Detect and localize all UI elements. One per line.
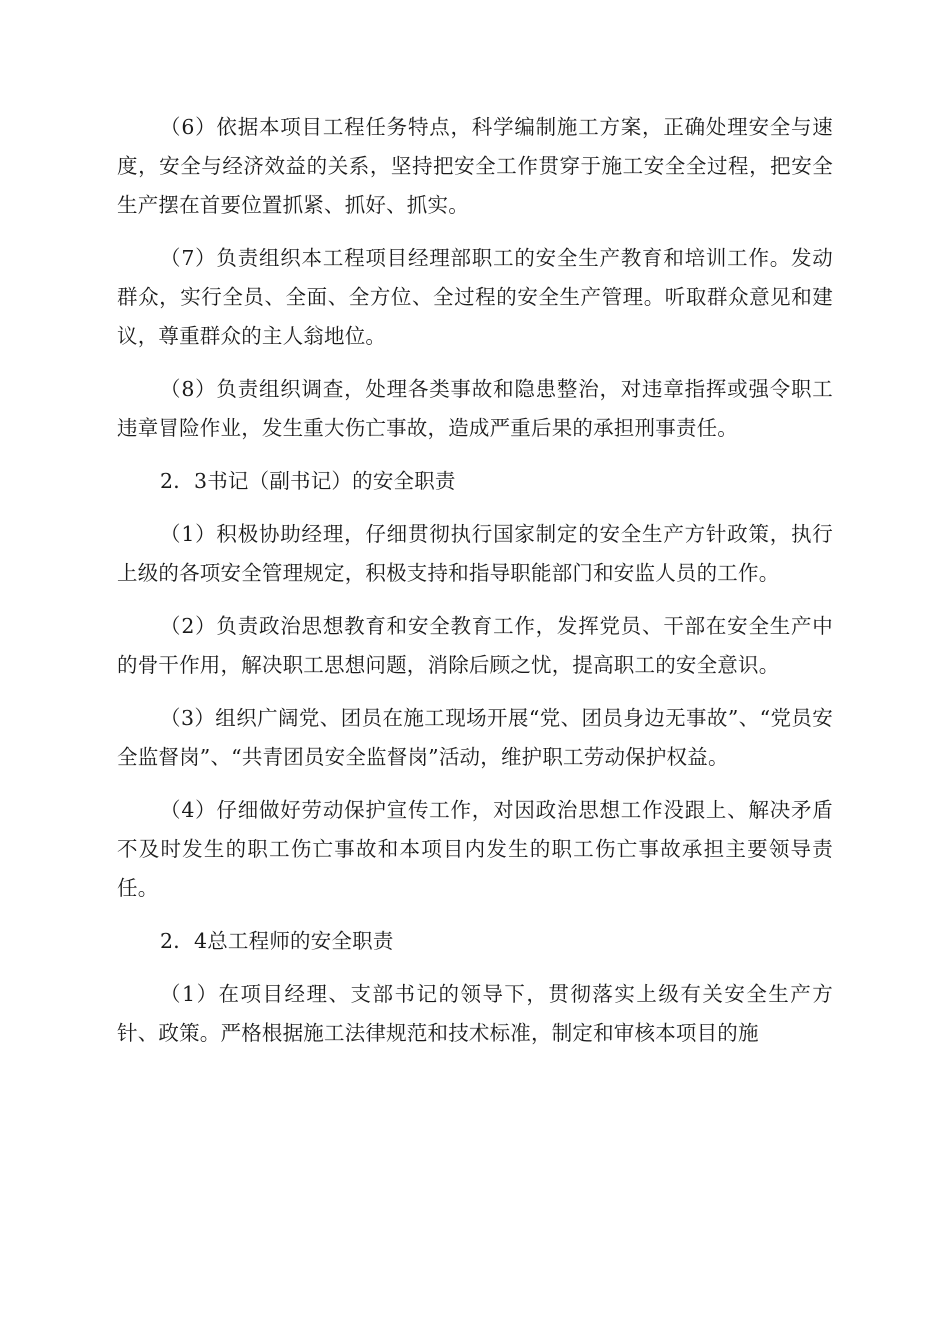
paragraph-2-3-4: （4）仔细做好劳动保护宣传工作，对因政治思想工作没跟上、解决矛盾不及时发生的职工伤亡事故和本项目内发生的职工伤亡事故承担主要领导责任。 <box>117 798 833 900</box>
section-heading-2-3: 2．3书记（副书记）的安全职责 <box>160 469 456 493</box>
paragraph-7: （7）负责组织本工程项目经理部职工的安全生产教育和培训工作。发动群众，实行全员、全面、全方位、全过程的安全生产管理。听取群众意见和建议，尊重群众的主人翁地位。 <box>117 246 833 348</box>
paragraph-8: （8）负责组织调查，处理各类事故和隐患整治，对违章指挥或强令职工违章冒险作业，发生重大伤亡事故，造成严重后果的承担刑事责任。 <box>117 377 833 440</box>
paragraph-2-3-1: （1）积极协助经理，仔细贯彻执行国家制定的安全生产方针政策，执行上级的各项安全管理规定，积极支持和指导职能部门和安监人员的工作。 <box>117 522 833 585</box>
paragraph-2-3-2: （2）负责政治思想教育和安全教育工作，发挥党员、干部在安全生产中的骨干作用，解决职工思想问题，消除后顾之忧，提高职工的安全意识。 <box>117 614 833 677</box>
paragraph-2-3-3: （3）组织广阔党、团员在施工现场开展“党、团员身边无事故”、“党员安全监督岗”、“共青团员安全监督岗”活动，维护职工劳动保护权益。 <box>117 706 833 769</box>
paragraph-6: （6）依据本项目工程任务特点，科学编制施工方案，正确处理安全与速度，安全与经济效益的关系，坚持把安全工作贯穿于施工安全全过程，把安全生产摆在首要位置抓紧、抓好、抓实。 <box>117 115 833 217</box>
paragraph-2-4-1: （1）在项目经理、支部书记的领导下，贯彻落实上级有关安全生产方针、政策。严格根据施工法律规范和技术标准，制定和审核本项目的施 <box>117 982 833 1045</box>
document-body <box>117 108 833 1067</box>
section-heading-2-4: 2．4总工程师的安全职责 <box>160 929 394 953</box>
